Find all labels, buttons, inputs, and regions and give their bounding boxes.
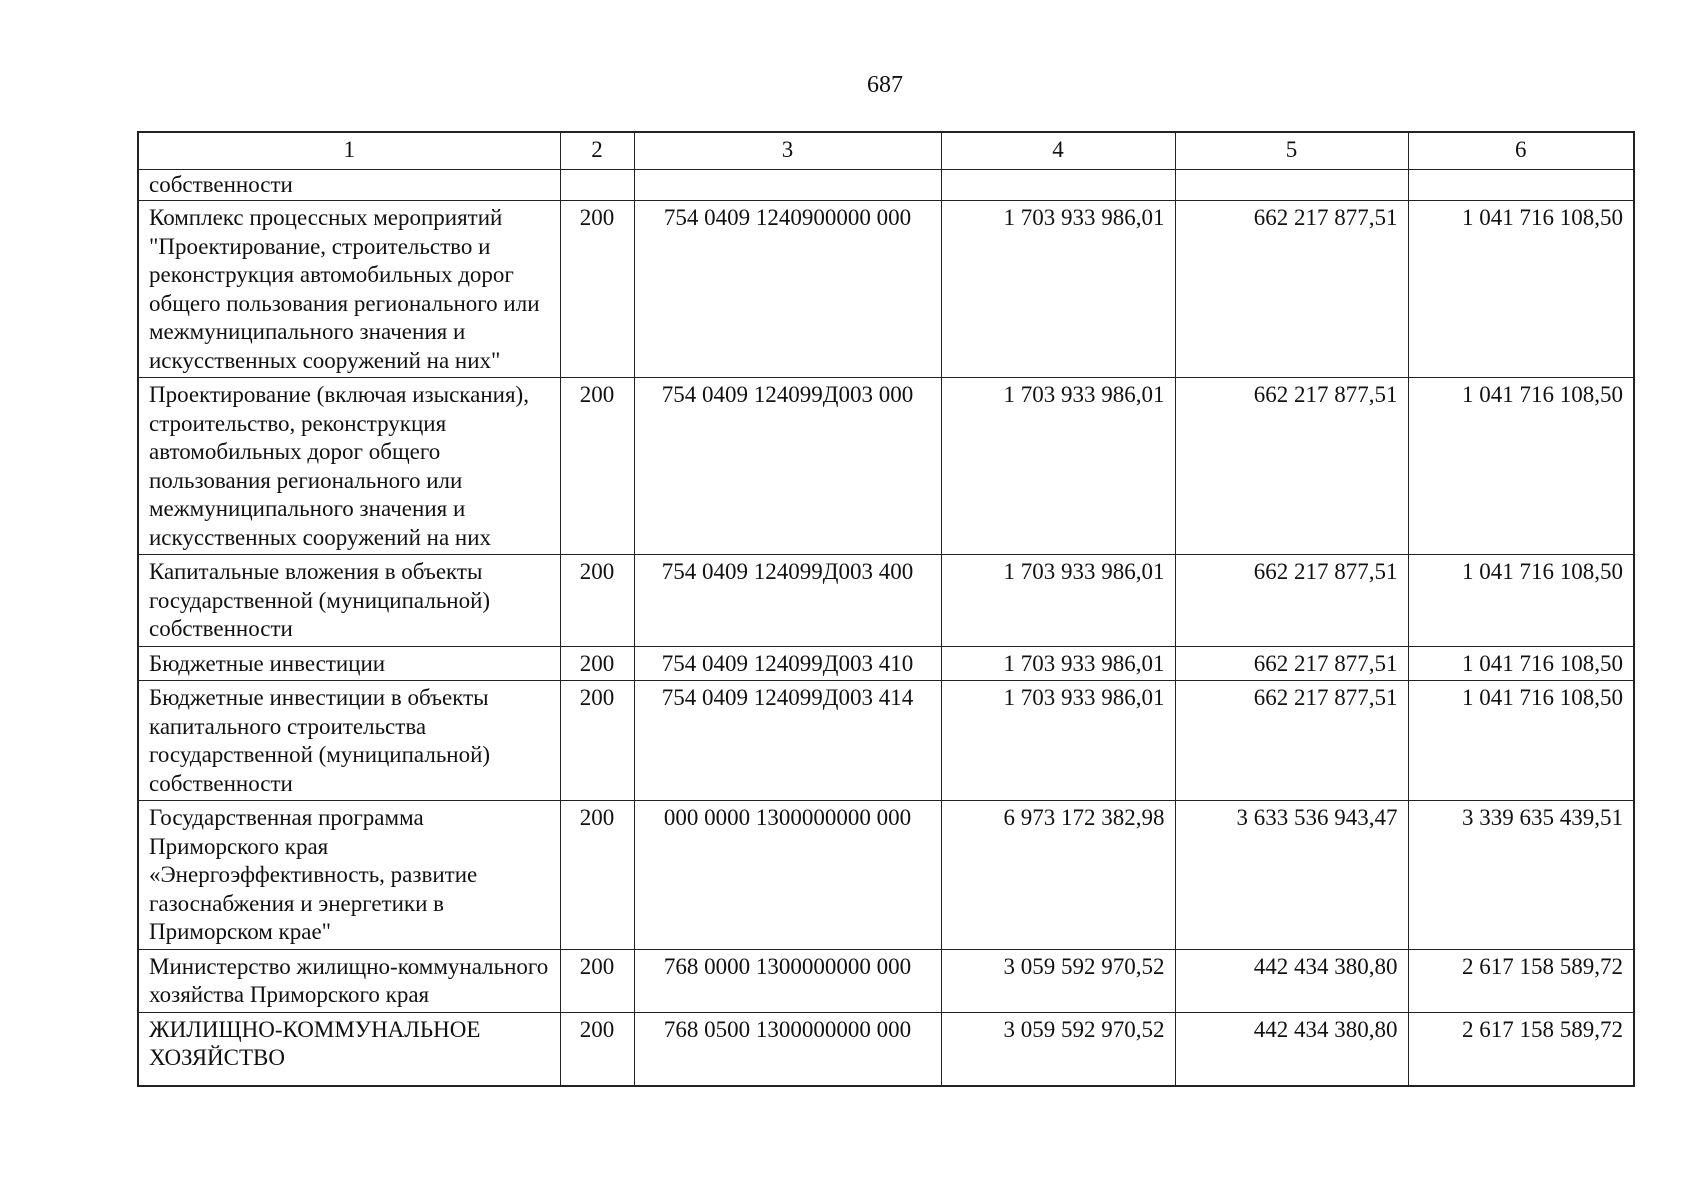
row-code: 200 [560,201,634,378]
row-value-4 [941,170,1175,201]
header-row [138,132,1634,170]
row-value-5: 442 434 380,80 [1175,1012,1408,1086]
row-value-4: 6 973 172 382,98 [941,801,1175,950]
row-value-6: 1 041 716 108,50 [1408,555,1634,647]
row-kbk [634,170,941,201]
row-value-4: 3 059 592 970,52 [941,949,1175,1012]
row-kbk: 768 0000 1300000000 000 [634,949,941,1012]
column-header: 6 [1408,132,1634,170]
column-header: 1 [138,132,560,170]
row-name: Капитальные вложения в объекты государственной (муниципальной) собственности [138,555,560,647]
row-value-4: 1 703 933 986,01 [941,646,1175,681]
table-row [138,378,1634,555]
table-row [138,646,1634,681]
row-name: собственности [138,170,560,201]
row-name: Бюджетные инвестиции в объекты капитального строительства государственной (муниципальной) собственности [138,681,560,801]
row-value-5: 662 217 877,51 [1175,646,1408,681]
row-value-6: 1 041 716 108,50 [1408,378,1634,555]
row-value-4: 1 703 933 986,01 [941,555,1175,647]
column-header: 5 [1175,132,1408,170]
row-name: Комплекс процессных мероприятий "Проектирование, строительство и реконструкция автомобильных дорог общего пользования регионального или межмуниципального значения и искусственных сооружений на них" [138,201,560,378]
table-row [138,201,1634,378]
row-value-6: 1 041 716 108,50 [1408,646,1634,681]
row-code: 200 [560,1012,634,1086]
row-code: 200 [560,801,634,950]
row-code: 200 [560,646,634,681]
column-header: 4 [941,132,1175,170]
page-number: 687 [867,72,903,98]
row-name: Проектирование (включая изыскания), строительство, реконструкция автомобильных дорог общего пользования регионального или межмуниципального значения и искусственных сооружений на них [138,378,560,555]
row-value-5: 662 217 877,51 [1175,378,1408,555]
row-kbk: 754 0409 1240900000 000 [634,201,941,378]
row-value-5: 662 217 877,51 [1175,681,1408,801]
budget-table [137,131,1635,1087]
row-value-4: 1 703 933 986,01 [941,378,1175,555]
row-code [560,170,634,201]
row-value-4: 1 703 933 986,01 [941,681,1175,801]
row-value-5 [1175,170,1408,201]
row-kbk: 754 0409 124099Д003 000 [634,378,941,555]
row-kbk: 754 0409 124099Д003 410 [634,646,941,681]
table-row [138,555,1634,647]
row-value-6: 2 617 158 589,72 [1408,949,1634,1012]
row-code: 200 [560,681,634,801]
row-value-5: 662 217 877,51 [1175,555,1408,647]
row-value-6: 3 339 635 439,51 [1408,801,1634,950]
row-name: Министерство жилищно-коммунального хозяйства Приморского края [138,949,560,1012]
table-row [138,170,1634,201]
row-value-5: 3 633 536 943,47 [1175,801,1408,950]
row-kbk: 000 0000 1300000000 000 [634,801,941,950]
table-row [138,949,1634,1012]
row-value-6: 2 617 158 589,72 [1408,1012,1634,1086]
row-value-6: 1 041 716 108,50 [1408,681,1634,801]
row-value-4: 3 059 592 970,52 [941,1012,1175,1086]
row-name: Государственная программа Приморского края «Энергоэффективность, развитие газоснабжения и энергетики в Приморском крае" [138,801,560,950]
row-code: 200 [560,555,634,647]
row-code: 200 [560,378,634,555]
row-kbk: 754 0409 124099Д003 414 [634,681,941,801]
row-code: 200 [560,949,634,1012]
row-kbk: 768 0500 1300000000 000 [634,1012,941,1086]
table-row [138,1012,1634,1086]
column-header: 2 [560,132,634,170]
row-value-4: 1 703 933 986,01 [941,201,1175,378]
row-name: Бюджетные инвестиции [138,646,560,681]
row-value-5: 662 217 877,51 [1175,201,1408,378]
table-row [138,801,1634,950]
row-kbk: 754 0409 124099Д003 400 [634,555,941,647]
row-name: ЖИЛИЩНО-КОММУНАЛЬНОЕ ХОЗЯЙСТВО [138,1012,560,1086]
row-value-6: 1 041 716 108,50 [1408,201,1634,378]
row-value-5: 442 434 380,80 [1175,949,1408,1012]
column-header: 3 [634,132,941,170]
table-row [138,681,1634,801]
row-value-6 [1408,170,1634,201]
